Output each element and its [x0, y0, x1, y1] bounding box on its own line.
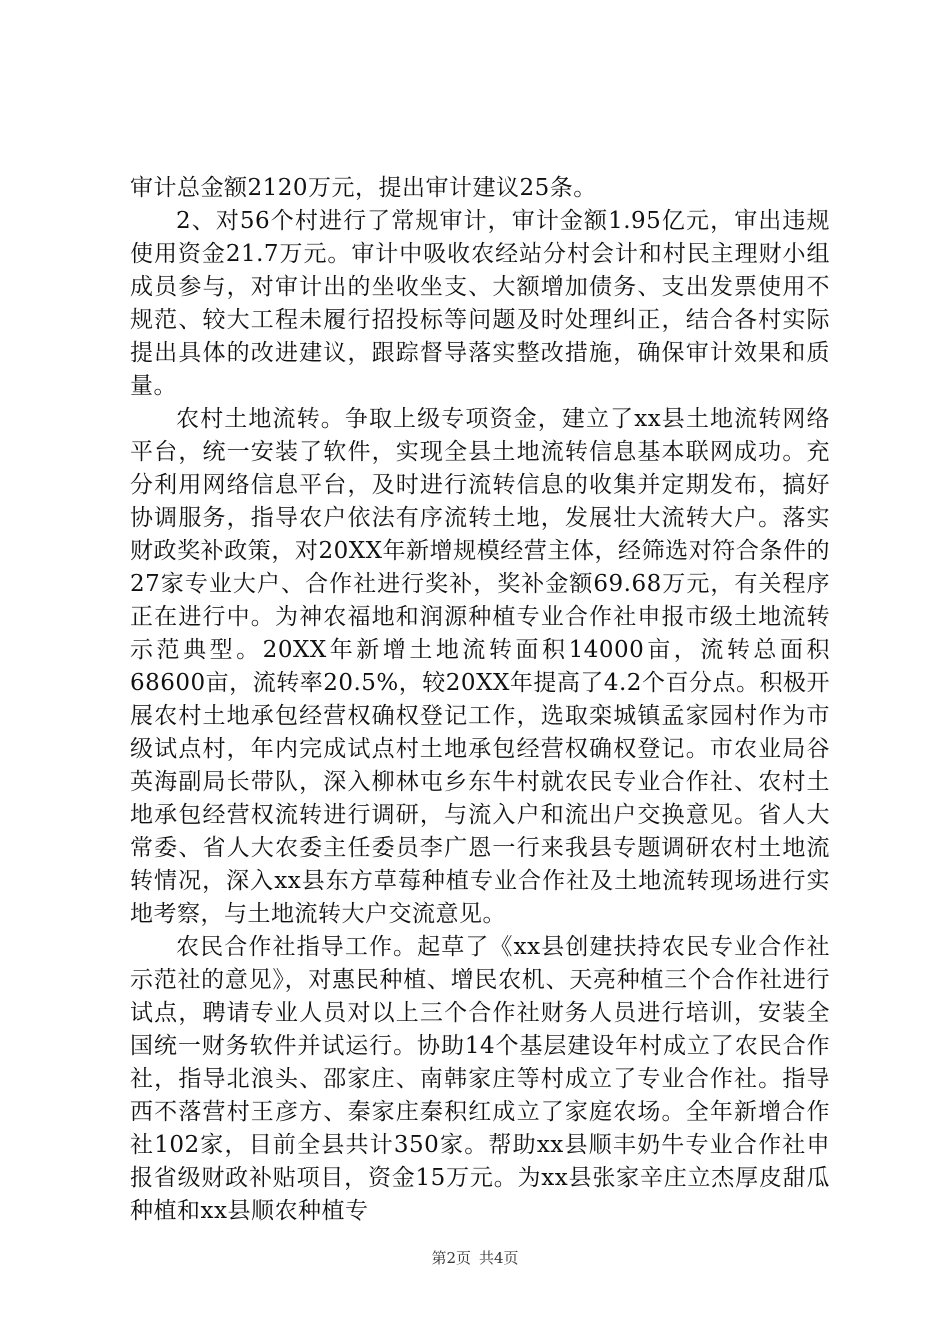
page-number: 第2页 [431, 1249, 471, 1267]
page-total: 共4页 [479, 1249, 519, 1267]
paragraph-village-audit: 2、对56个村进行了常规审计，审计金额1.95亿元，审出违规使用资金21.7万元。审计中吸收农经站分村会计和村民主理财小组成员参与，对审计出的坐收坐支、大额增加债务、支出发票使用不规范、较大工程未履行招投标等问题及时处理纠正，结合各村实际提出具体的改进建议，跟踪督导落实整改措施，确保审计效果和质量。 [130, 208, 830, 399]
paragraph-continuation: 审计总金额2120万元，提出审计建议25条。 [130, 175, 597, 201]
body-text [130, 172, 830, 1228]
paragraph-cooperative-guidance: 农民合作社指导工作。起草了《xx县创建扶持农民专业合作社示范社的意见》，对惠民种植、增民农机、天亮种植三个合作社进行试点，聘请专业人员对以上三个合作社财务人员进行培训，安装全国统一财务软件并试运行。协助14个基层建设年村成立了农民合作社，指导北浪头、邵家庄、南韩家庄等村成立了专业合作社。指导西不落营村王彦方、秦家庄秦积红成立了家庭农场。全年新增合作社102家，目前全县共计350家。帮助xx县顺丰奶牛专业合作社申报省级财政补贴项目，资金15万元。为xx县张家辛庄立杰厚皮甜瓜种植和xx县顺农种植专 [130, 934, 830, 1224]
page-footer [0, 1247, 950, 1268]
paragraph-land-transfer: 农村土地流转。争取上级专项资金，建立了xx县土地流转网络平台，统一安装了软件，实现全县土地流转信息基本联网成功。充分利用网络信息平台，及时进行流转信息的收集并定期发布，搞好协调服务，指导农户依法有序流转土地，发展壮大流转大户。落实财政奖补政策，对20XX年新增规模经营主体，经筛选对符合条件的27家专业大户、合作社进行奖补，奖补金额69.68万元，有关程序正在进行中。为神农福地和润源种植专业合作社申报市级土地流转示范典型。20XX年新增土地流转面积14000亩，流转总面积68600亩，流转率20.5%，较20XX年提高了4.2个百分点。积极开展农村土地承包经营权确权登记工作，选取栾城镇孟家园村作为市级试点村，年内完成试点村土地承包经营权确权登记。市农业局谷英海副局长带队，深入柳林屯乡东牛村就农民专业合作社、农村土地承包经营权流转进行调研，与流入户和流出户交换意见。省人大常委、省人大农委主任委员李广恩一行来我县专题调研农村土地流转情况，深入xx县东方草莓种植专业合作社及土地流转现场进行实地考察，与土地流转大户交流意见。 [130, 406, 830, 927]
